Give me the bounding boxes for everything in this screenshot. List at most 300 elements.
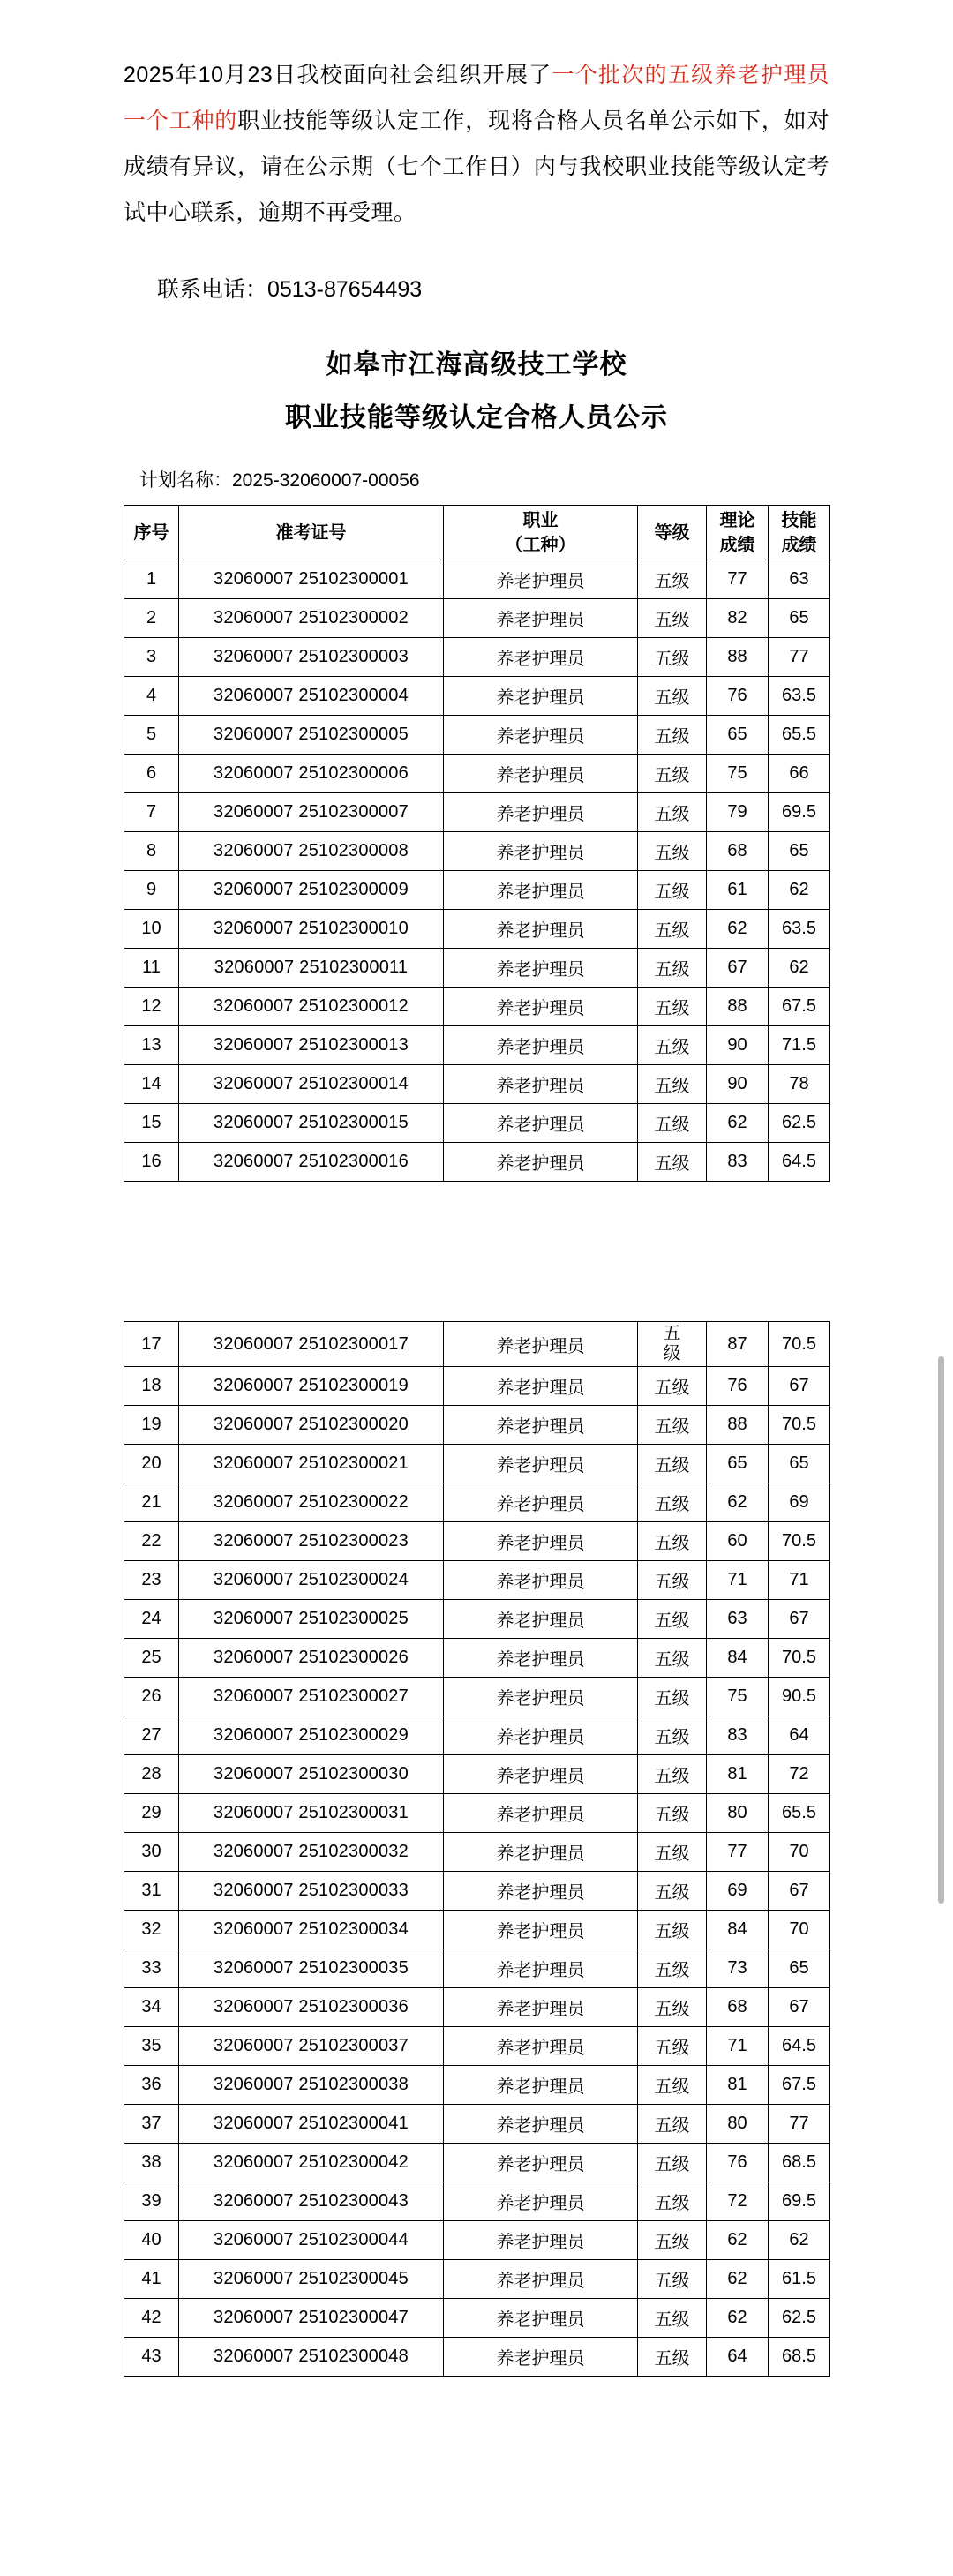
cell-job: 养老护理员 — [444, 871, 638, 910]
cell-skill: 65.5 — [769, 1794, 830, 1833]
cell-no: 13 — [124, 1026, 179, 1065]
cell-level: 五级 — [638, 2182, 707, 2221]
cell-skill: 70.5 — [769, 1322, 830, 1367]
cell-level: 五级 — [638, 910, 707, 949]
cell-job: 养老护理员 — [444, 1143, 638, 1182]
cell-theory: 90 — [707, 1026, 769, 1065]
cell-level: 五级 — [638, 2221, 707, 2260]
table-row — [124, 755, 830, 793]
cell-no: 26 — [124, 1678, 179, 1716]
table-row — [124, 832, 830, 871]
cell-no: 30 — [124, 1833, 179, 1872]
page-1-content — [35, 22, 918, 1189]
cell-theory: 76 — [707, 1367, 769, 1406]
table-row — [124, 2027, 830, 2066]
cell-skill: 69.5 — [769, 793, 830, 832]
cell-job: 养老护理员 — [444, 1600, 638, 1639]
cell-job: 养老护理员 — [444, 1406, 638, 1445]
table-row — [124, 2105, 830, 2144]
cell-card: 32060007 25102300044 — [179, 2221, 444, 2260]
cell-card: 32060007 25102300014 — [179, 1065, 444, 1104]
cell-theory: 64 — [707, 2338, 769, 2377]
cell-job: 养老护理员 — [444, 1716, 638, 1755]
cell-no: 14 — [124, 1065, 179, 1104]
table-row — [124, 1833, 830, 1872]
cell-level: 五级 — [638, 2299, 707, 2338]
table-header-row — [124, 506, 830, 560]
cell-skill: 70 — [769, 1911, 830, 1949]
cell-card: 32060007 25102300005 — [179, 716, 444, 755]
table-row — [124, 1026, 830, 1065]
cell-theory: 80 — [707, 1794, 769, 1833]
cell-no: 17 — [124, 1322, 179, 1367]
cell-theory: 88 — [707, 1406, 769, 1445]
cell-no: 1 — [124, 560, 179, 599]
cell-theory: 76 — [707, 2144, 769, 2182]
cell-skill: 63 — [769, 560, 830, 599]
cell-theory: 76 — [707, 677, 769, 716]
cell-no: 35 — [124, 2027, 179, 2066]
header-theory-line1: 理论 — [719, 510, 755, 530]
cell-no: 34 — [124, 1988, 179, 2027]
cell-theory: 65 — [707, 716, 769, 755]
cell-card: 32060007 25102300031 — [179, 1794, 444, 1833]
cell-no: 22 — [124, 1522, 179, 1561]
cell-card: 32060007 25102300016 — [179, 1143, 444, 1182]
cell-skill: 62.5 — [769, 2299, 830, 2338]
cell-job: 养老护理员 — [444, 988, 638, 1026]
cell-job: 养老护理员 — [444, 2066, 638, 2105]
cell-level: 五级 — [638, 1026, 707, 1065]
table-row — [124, 1065, 830, 1104]
cell-skill: 67.5 — [769, 2066, 830, 2105]
cell-no: 10 — [124, 910, 179, 949]
cell-level: 五级 — [638, 1367, 707, 1406]
cell-card: 32060007 25102300024 — [179, 1561, 444, 1600]
table-row — [124, 988, 830, 1026]
notice-text-part-1: 2025年10月23日我校面向社会组织开展了 — [124, 63, 552, 87]
header-theory-line2: 成绩 — [719, 535, 755, 555]
cell-no: 31 — [124, 1872, 179, 1911]
cell-level: 五级 — [638, 1406, 707, 1445]
cell-job: 养老护理员 — [444, 1911, 638, 1949]
cell-level: 五级 — [638, 1911, 707, 1949]
document-page-2 — [0, 1224, 953, 2377]
cell-level: 五级 — [638, 2260, 707, 2299]
cell-level: 五级 — [638, 1561, 707, 1600]
cell-theory: 71 — [707, 1561, 769, 1600]
cell-level: 五级 — [638, 2027, 707, 2066]
header-skill-line1: 技能 — [781, 510, 817, 530]
cell-no: 8 — [124, 832, 179, 871]
cell-card: 32060007 25102300047 — [179, 2299, 444, 2338]
table-row — [124, 2182, 830, 2221]
cell-card: 32060007 25102300017 — [179, 1322, 444, 1367]
cell-theory: 80 — [707, 2105, 769, 2144]
header-level: 等级 — [638, 506, 707, 560]
cell-theory: 62 — [707, 2299, 769, 2338]
notice-highlight: 一个批次的五级养老护理员一个工种的 — [124, 63, 829, 133]
cell-no: 37 — [124, 2105, 179, 2144]
cell-level: 五级 — [638, 988, 707, 1026]
cell-job: 养老护理员 — [444, 1367, 638, 1406]
cell-job: 养老护理员 — [444, 1833, 638, 1872]
table-row — [124, 1406, 830, 1445]
cell-no: 7 — [124, 793, 179, 832]
table-row — [124, 2221, 830, 2260]
cell-level: 五级 — [638, 1988, 707, 2027]
cell-theory: 82 — [707, 599, 769, 638]
table-row — [124, 599, 830, 638]
cell-no: 5 — [124, 716, 179, 755]
cell-skill: 65 — [769, 832, 830, 871]
cell-skill: 65 — [769, 1445, 830, 1483]
cell-no: 32 — [124, 1911, 179, 1949]
cell-skill: 69.5 — [769, 2182, 830, 2221]
table-body-page-2 — [124, 1322, 830, 2377]
cell-level: 五级 — [638, 677, 707, 716]
table-row — [124, 1911, 830, 1949]
cell-theory: 63 — [707, 1600, 769, 1639]
table-row — [124, 677, 830, 716]
cell-job: 养老护理员 — [444, 1872, 638, 1911]
cell-theory: 60 — [707, 1522, 769, 1561]
cell-level: 五级 — [638, 1104, 707, 1143]
cell-level: 五 级 — [638, 1322, 707, 1367]
cell-theory: 65 — [707, 1445, 769, 1483]
header-job — [444, 506, 638, 560]
cell-theory: 62 — [707, 2260, 769, 2299]
cell-theory: 62 — [707, 1104, 769, 1143]
cell-no: 41 — [124, 2260, 179, 2299]
cell-level: 五级 — [638, 1949, 707, 1988]
cell-skill: 67 — [769, 1988, 830, 2027]
table-row — [124, 1716, 830, 1755]
cell-no: 24 — [124, 1600, 179, 1639]
cell-card: 32060007 25102300032 — [179, 1833, 444, 1872]
table-row — [124, 1445, 830, 1483]
notice-paragraph — [71, 22, 882, 236]
cell-card: 32060007 25102300038 — [179, 2066, 444, 2105]
cell-card: 32060007 25102300027 — [179, 1678, 444, 1716]
cell-card: 32060007 25102300026 — [179, 1639, 444, 1678]
cell-job: 养老护理员 — [444, 755, 638, 793]
cell-theory: 90 — [707, 1065, 769, 1104]
cell-job: 养老护理员 — [444, 1445, 638, 1483]
cell-theory: 62 — [707, 2221, 769, 2260]
cell-job: 养老护理员 — [444, 2027, 638, 2066]
cell-card: 32060007 25102300022 — [179, 1483, 444, 1522]
cell-card: 32060007 25102300011 — [179, 949, 444, 988]
table-row — [124, 716, 830, 755]
cell-theory: 83 — [707, 1716, 769, 1755]
cell-theory: 84 — [707, 1639, 769, 1678]
table-row — [124, 1949, 830, 1988]
cell-card: 32060007 25102300042 — [179, 2144, 444, 2182]
cell-level: 五级 — [638, 1522, 707, 1561]
cell-skill: 64.5 — [769, 2027, 830, 2066]
table-row — [124, 1561, 830, 1600]
cell-theory: 67 — [707, 949, 769, 988]
document-subtitle: 职业技能等级认定合格人员公示 — [285, 403, 668, 432]
table-row — [124, 1755, 830, 1794]
cell-job: 养老护理员 — [444, 1065, 638, 1104]
cell-job: 养老护理员 — [444, 1755, 638, 1794]
cell-job: 养老护理员 — [444, 949, 638, 988]
cell-level: 五级 — [638, 1872, 707, 1911]
cell-card: 32060007 25102300012 — [179, 988, 444, 1026]
table-row — [124, 871, 830, 910]
cell-no: 27 — [124, 1716, 179, 1755]
cell-skill: 64 — [769, 1716, 830, 1755]
cell-level: 五级 — [638, 1794, 707, 1833]
cell-no: 15 — [124, 1104, 179, 1143]
table-row — [124, 2338, 830, 2377]
cell-theory: 87 — [707, 1322, 769, 1367]
cell-card: 32060007 25102300013 — [179, 1026, 444, 1065]
cell-card: 32060007 25102300048 — [179, 2338, 444, 2377]
cell-no: 40 — [124, 2221, 179, 2260]
cell-skill: 67 — [769, 1872, 830, 1911]
results-table-page-1 — [124, 505, 830, 1182]
cell-no: 33 — [124, 1949, 179, 1988]
cell-theory: 83 — [707, 1143, 769, 1182]
table-row — [124, 2144, 830, 2182]
cell-card: 32060007 25102300033 — [179, 1872, 444, 1911]
results-table-wrapper-page-2 — [71, 1309, 882, 2377]
table-row — [124, 1600, 830, 1639]
cell-no: 23 — [124, 1561, 179, 1600]
cell-skill: 65.5 — [769, 716, 830, 755]
cell-no: 43 — [124, 2338, 179, 2377]
cell-skill: 70 — [769, 1833, 830, 1872]
table-row — [124, 1322, 830, 1367]
cell-level: 五级 — [638, 1678, 707, 1716]
cell-card: 32060007 25102300036 — [179, 1988, 444, 2027]
cell-card: 32060007 25102300030 — [179, 1755, 444, 1794]
cell-skill: 67.5 — [769, 988, 830, 1026]
cell-job: 养老护理员 — [444, 832, 638, 871]
cell-job: 养老护理员 — [444, 2105, 638, 2144]
document-page-1 — [0, 22, 953, 1189]
cell-no: 39 — [124, 2182, 179, 2221]
cell-job: 养老护理员 — [444, 1794, 638, 1833]
header-job-line1: 职业 — [522, 510, 559, 530]
scrollbar-thumb[interactable] — [938, 1356, 944, 1904]
cell-level: 五级 — [638, 599, 707, 638]
cell-level: 五级 — [638, 1143, 707, 1182]
cell-theory: 75 — [707, 755, 769, 793]
results-table-page-2 — [124, 1321, 830, 2377]
cell-level: 五级 — [638, 2144, 707, 2182]
cell-skill: 63.5 — [769, 677, 830, 716]
cell-theory: 61 — [707, 871, 769, 910]
cell-card: 32060007 25102300004 — [179, 677, 444, 716]
cell-level: 五级 — [638, 1065, 707, 1104]
cell-level: 五级 — [638, 793, 707, 832]
cell-card: 32060007 25102300010 — [179, 910, 444, 949]
table-row — [124, 1522, 830, 1561]
cell-job: 养老护理员 — [444, 1322, 638, 1367]
cell-no: 12 — [124, 988, 179, 1026]
cell-card: 32060007 25102300003 — [179, 638, 444, 677]
cell-theory: 71 — [707, 2027, 769, 2066]
header-card: 准考证号 — [179, 506, 444, 560]
cell-card: 32060007 25102300035 — [179, 1949, 444, 1988]
cell-theory: 69 — [707, 1872, 769, 1911]
cell-job: 养老护理员 — [444, 638, 638, 677]
notice-text-part-2: 职业技能等级认定工作，现将合格人员名单公示如下，如对成绩有异议，请在公示期（七个工作日）内与我校职业技能等级认定考试中心联系，逾期不再受理。 — [124, 109, 829, 225]
table-row — [124, 2260, 830, 2299]
cell-level: 五级 — [638, 1755, 707, 1794]
header-skill — [769, 506, 830, 560]
cell-skill: 63.5 — [769, 910, 830, 949]
cell-theory: 75 — [707, 1678, 769, 1716]
cell-job: 养老护理员 — [444, 1639, 638, 1678]
contact-phone: 联系电话：0513-87654493 — [157, 277, 423, 302]
cell-job: 养老护理员 — [444, 560, 638, 599]
cell-skill: 64.5 — [769, 1143, 830, 1182]
cell-skill: 72 — [769, 1755, 830, 1794]
cell-card: 32060007 25102300006 — [179, 755, 444, 793]
cell-job: 养老护理员 — [444, 1522, 638, 1561]
cell-card: 32060007 25102300002 — [179, 599, 444, 638]
cell-skill: 71 — [769, 1561, 830, 1600]
table-row — [124, 1988, 830, 2027]
cell-level: 五级 — [638, 949, 707, 988]
cell-card: 32060007 25102300008 — [179, 832, 444, 871]
cell-card: 32060007 25102300029 — [179, 1716, 444, 1755]
cell-no: 42 — [124, 2299, 179, 2338]
cell-job: 养老护理员 — [444, 2221, 638, 2260]
cell-skill: 78 — [769, 1065, 830, 1104]
cell-no: 2 — [124, 599, 179, 638]
cell-job: 养老护理员 — [444, 793, 638, 832]
cell-level: 五级 — [638, 832, 707, 871]
cell-skill: 62 — [769, 871, 830, 910]
table-row — [124, 638, 830, 677]
cell-no: 19 — [124, 1406, 179, 1445]
cell-skill: 67 — [769, 1600, 830, 1639]
cell-no: 18 — [124, 1367, 179, 1406]
cell-skill: 62.5 — [769, 1104, 830, 1143]
cell-card: 32060007 25102300007 — [179, 793, 444, 832]
cell-no: 29 — [124, 1794, 179, 1833]
cell-card: 32060007 25102300015 — [179, 1104, 444, 1143]
cell-level: 五级 — [638, 1600, 707, 1639]
cell-no: 16 — [124, 1143, 179, 1182]
cell-level: 五级 — [638, 2338, 707, 2377]
cell-theory: 68 — [707, 832, 769, 871]
cell-job: 养老护理员 — [444, 1104, 638, 1143]
cell-no: 36 — [124, 2066, 179, 2105]
cell-job: 养老护理员 — [444, 2299, 638, 2338]
cell-no: 20 — [124, 1445, 179, 1483]
table-row — [124, 1367, 830, 1406]
cell-job: 养老护理员 — [444, 599, 638, 638]
cell-no: 3 — [124, 638, 179, 677]
cell-skill: 77 — [769, 638, 830, 677]
cell-job: 养老护理员 — [444, 1026, 638, 1065]
cell-level: 五级 — [638, 1483, 707, 1522]
cell-no: 6 — [124, 755, 179, 793]
cell-skill: 90.5 — [769, 1678, 830, 1716]
cell-job: 养老护理员 — [444, 2144, 638, 2182]
cell-no: 21 — [124, 1483, 179, 1522]
cell-job: 养老护理员 — [444, 1561, 638, 1600]
cell-job: 养老护理员 — [444, 910, 638, 949]
cell-skill: 65 — [769, 599, 830, 638]
cell-no: 28 — [124, 1755, 179, 1794]
cell-theory: 62 — [707, 910, 769, 949]
plan-name: 计划名称：2025-32060007-00056 — [139, 470, 420, 491]
cell-theory: 73 — [707, 1949, 769, 1988]
table-row — [124, 1104, 830, 1143]
cell-no: 38 — [124, 2144, 179, 2182]
cell-theory: 88 — [707, 638, 769, 677]
table-row — [124, 2066, 830, 2105]
table-body-page-1 — [124, 560, 830, 1182]
cell-card: 32060007 25102300034 — [179, 1911, 444, 1949]
cell-card: 32060007 25102300041 — [179, 2105, 444, 2144]
cell-skill: 70.5 — [769, 1522, 830, 1561]
cell-job: 养老护理员 — [444, 1988, 638, 2027]
cell-theory: 68 — [707, 1988, 769, 2027]
table-row — [124, 793, 830, 832]
cell-theory: 84 — [707, 1911, 769, 1949]
cell-card: 32060007 25102300020 — [179, 1406, 444, 1445]
cell-skill: 66 — [769, 755, 830, 793]
cell-job: 养老护理员 — [444, 1483, 638, 1522]
cell-theory: 72 — [707, 2182, 769, 2221]
cell-no: 9 — [124, 871, 179, 910]
header-theory — [707, 506, 769, 560]
table-row — [124, 1872, 830, 1911]
cell-no: 25 — [124, 1639, 179, 1678]
cell-card: 32060007 25102300045 — [179, 2260, 444, 2299]
cell-job: 养老护理员 — [444, 2260, 638, 2299]
cell-card: 32060007 25102300043 — [179, 2182, 444, 2221]
cell-job: 养老护理员 — [444, 2182, 638, 2221]
table-row — [124, 1483, 830, 1522]
cell-card: 32060007 25102300009 — [179, 871, 444, 910]
cell-skill: 65 — [769, 1949, 830, 1988]
cell-no: 4 — [124, 677, 179, 716]
cell-skill: 77 — [769, 2105, 830, 2144]
table-row — [124, 1639, 830, 1678]
page-separator — [0, 1189, 953, 1224]
header-no: 序号 — [124, 506, 179, 560]
table-row — [124, 910, 830, 949]
table-row — [124, 2299, 830, 2338]
cell-theory: 62 — [707, 1483, 769, 1522]
cell-skill: 71.5 — [769, 1026, 830, 1065]
cell-skill: 62 — [769, 949, 830, 988]
table-row — [124, 1143, 830, 1182]
cell-card: 32060007 25102300021 — [179, 1445, 444, 1483]
cell-skill: 68.5 — [769, 2144, 830, 2182]
cell-no: 11 — [124, 949, 179, 988]
cell-level: 五级 — [638, 2066, 707, 2105]
cell-skill: 69 — [769, 1483, 830, 1522]
cell-theory: 79 — [707, 793, 769, 832]
cell-level: 五级 — [638, 560, 707, 599]
cell-level: 五级 — [638, 871, 707, 910]
cell-theory: 81 — [707, 1755, 769, 1794]
cell-card: 32060007 25102300023 — [179, 1522, 444, 1561]
cell-level: 五级 — [638, 638, 707, 677]
table-row — [124, 1794, 830, 1833]
